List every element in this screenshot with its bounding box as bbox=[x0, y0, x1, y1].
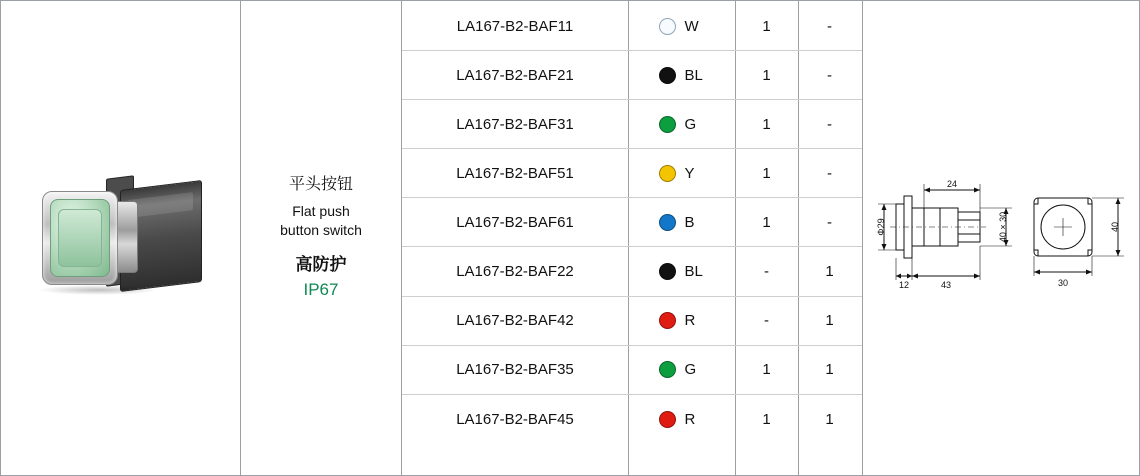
no-contact-count: 1 bbox=[762, 164, 771, 182]
color-swatch-icon bbox=[659, 116, 676, 133]
dim-side-bottom-left: 12 bbox=[898, 280, 909, 290]
model-code: LA167-B2-BAF31 bbox=[456, 115, 574, 133]
color-swatch-icon bbox=[659, 67, 676, 84]
model-table bbox=[402, 2, 862, 474]
dimension-drawings bbox=[866, 168, 1138, 308]
dim-front-inner: 40 × 30 bbox=[997, 211, 1008, 243]
color-cell bbox=[628, 263, 735, 280]
nc-contact-count: 1 bbox=[825, 410, 834, 428]
color-code: BL bbox=[684, 263, 703, 281]
table-row bbox=[402, 100, 862, 149]
nc-contact-count: - bbox=[827, 66, 832, 84]
dimension-drawings-cell bbox=[863, 2, 1140, 474]
color-swatch-icon bbox=[659, 18, 676, 35]
description-cell bbox=[241, 2, 401, 474]
color-swatch-icon bbox=[659, 411, 676, 428]
model-code: LA167-B2-BAF45 bbox=[456, 410, 574, 428]
table-row bbox=[402, 2, 862, 51]
model-code: LA167-B2-BAF35 bbox=[456, 361, 574, 379]
color-code: W bbox=[684, 17, 699, 35]
color-code: G bbox=[684, 361, 697, 379]
color-swatch-icon bbox=[659, 263, 676, 280]
photo-shadow bbox=[38, 285, 158, 295]
no-contact-count: 1 bbox=[762, 66, 771, 84]
table-row bbox=[402, 149, 862, 198]
dim-side-top: 24 bbox=[946, 179, 957, 189]
no-contact-count: 1 bbox=[762, 361, 771, 379]
model-code: LA167-B2-BAF42 bbox=[456, 312, 574, 330]
table-row bbox=[402, 247, 862, 296]
no-contact-count: - bbox=[764, 312, 769, 330]
product-photo bbox=[36, 173, 206, 303]
color-code: Y bbox=[684, 164, 695, 182]
button-cap-face bbox=[58, 209, 102, 267]
nc-contact-count: 1 bbox=[825, 263, 834, 281]
table-row bbox=[402, 395, 862, 444]
color-cell bbox=[628, 214, 735, 231]
table-row bbox=[402, 51, 862, 100]
color-cell bbox=[628, 67, 735, 84]
model-code: LA167-B2-BAF61 bbox=[456, 213, 574, 231]
color-cell bbox=[628, 312, 735, 329]
model-code: LA167-B2-BAF11 bbox=[456, 17, 574, 35]
color-cell bbox=[628, 116, 735, 133]
color-code: R bbox=[684, 312, 696, 330]
product-image-cell bbox=[2, 2, 240, 474]
nc-contact-count: 1 bbox=[825, 312, 834, 330]
no-contact-count: 1 bbox=[762, 410, 771, 428]
color-cell bbox=[628, 361, 735, 378]
protection-chinese: 高防护 bbox=[295, 254, 347, 274]
no-contact-count: 1 bbox=[762, 213, 771, 231]
color-code: R bbox=[684, 410, 696, 428]
nc-contact-count: - bbox=[827, 17, 832, 35]
table-row bbox=[402, 297, 862, 346]
dim-front-bottom: 30 bbox=[1057, 278, 1068, 288]
dim-side-bottom-right: 43 bbox=[940, 280, 951, 290]
table-row bbox=[402, 198, 862, 247]
color-code: G bbox=[684, 115, 697, 133]
color-swatch-icon bbox=[659, 312, 676, 329]
nc-contact-count: 1 bbox=[825, 361, 834, 379]
color-cell bbox=[628, 411, 735, 428]
nc-contact-count: - bbox=[827, 115, 832, 133]
color-code: BL bbox=[684, 66, 703, 84]
table-row bbox=[402, 346, 862, 395]
nc-contact-count: - bbox=[827, 213, 832, 231]
protection-rating: IP67 bbox=[303, 279, 339, 299]
color-cell bbox=[628, 165, 735, 182]
description-english-line2: button switch bbox=[280, 221, 362, 238]
model-code: LA167-B2-BAF51 bbox=[456, 164, 574, 182]
color-cell bbox=[628, 18, 735, 35]
no-contact-count: 1 bbox=[762, 17, 771, 35]
no-contact-count: - bbox=[764, 263, 769, 281]
no-contact-count: 1 bbox=[762, 115, 771, 133]
description-english-line1: Flat push bbox=[292, 202, 350, 219]
model-code: LA167-B2-BAF22 bbox=[456, 263, 574, 281]
nc-contact-count: - bbox=[827, 164, 832, 182]
dim-side-diameter: Φ29 bbox=[875, 218, 886, 236]
color-swatch-icon bbox=[659, 361, 676, 378]
color-swatch-icon bbox=[659, 214, 676, 231]
color-swatch-icon bbox=[659, 165, 676, 182]
model-code: LA167-B2-BAF21 bbox=[456, 66, 574, 84]
description-chinese: 平头按钮 bbox=[288, 176, 353, 194]
color-code: B bbox=[684, 213, 695, 231]
dim-front-outer: 40 bbox=[1109, 221, 1120, 233]
